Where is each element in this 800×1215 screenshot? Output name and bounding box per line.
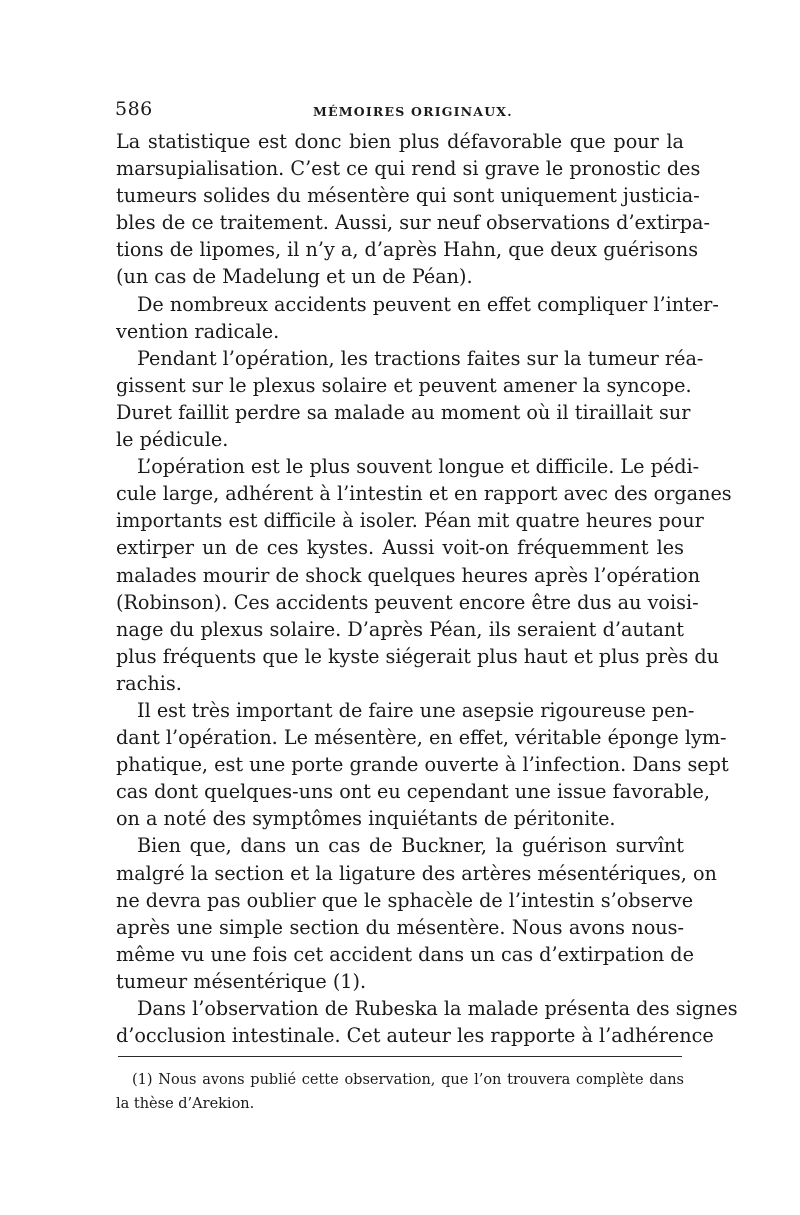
text-line: (Robinson). Ces accidents peuvent encore être dus au voisi- (116, 590, 699, 614)
page-number: 586 (115, 98, 153, 120)
text-line: (un cas de Madelung et un de Péan). (116, 265, 473, 289)
text-line: extirper un de ces kystes. Aussi voit-on fréquemment les (116, 536, 684, 560)
text-line: Pendant l’opération, les tractions faites sur la tumeur réa- (137, 346, 704, 370)
text-line: Dans l’observation de Rubeska la malade présenta des signes (137, 997, 738, 1020)
text-line: dant l’opération. Le mésentère, en effet, véritable éponge lym- (116, 726, 727, 750)
text-line: tions de lipomes, il n’y a, d’après Hahn, que deux guérisons (116, 238, 699, 262)
text-line: Bien que, dans un cas de Buckner, la guérison survînt (137, 834, 684, 858)
text-line: ne devra pas oublier que le sphacèle de l’intestin s’observe (116, 888, 694, 912)
text-line: gissent sur le plexus solaire et peuvent amener la syncope. (116, 373, 692, 397)
text-line: d’occlusion intestinale. Cet auteur les rapporte à l’adhérence (116, 1024, 714, 1048)
text-line: tumeur mésentérique (1). (116, 969, 367, 993)
text-line: Duret faillit perdre sa malade au moment où il tiraillait sur (116, 400, 691, 424)
running-head: MÉMOIRES ORIGINAUX. (313, 104, 513, 119)
text-line: plus fréquents que le kyste siégerait plus haut et plus près du (116, 644, 720, 668)
text-line: phatique, est une porte grande ouverte à l’infection. Dans sept (116, 753, 729, 777)
footnote (116, 1068, 684, 1116)
text-line: L’opération est le plus souvent longue et difficile. Le pédi- (137, 455, 700, 479)
text-line: malades mourir de shock quelques heures après l’opération (116, 563, 701, 587)
text-line: De nombreux accidents peuvent en effet compliquer l’inter- (137, 292, 719, 316)
text-line: nage du plexus solaire. D’après Péan, ils seraient d’autant (116, 617, 684, 641)
text-line: Il est très important de faire une asepsie rigoureuse pen- (137, 698, 695, 722)
text-line: La statistique est donc bien plus défavorable que pour la (116, 130, 684, 153)
text-line: on a noté des symptômes inquiétants de péritonite. (116, 807, 616, 831)
text-line: cas dont quelques-uns ont eu cependant une issue favorable, (116, 780, 710, 804)
text-line: bles de ce traitement. Aussi, sur neuf observations d’extirpa- (116, 211, 710, 235)
text-line: cule large, adhérent à l’intestin et en rapport avec des organes (116, 482, 732, 506)
page-header (115, 98, 685, 128)
footnote-line: (1) Nous avons publié cette observation, que l’on trouvera complète dans (132, 1072, 684, 1088)
text-line: malgré la section et la ligature des artères mésentériques, on (116, 861, 717, 885)
text-line: importants est difficile à isoler. Péan mit quatre heures pour (116, 509, 704, 533)
footnote-line: la thèse d’Arekion. (116, 1096, 255, 1112)
footnote-rule (118, 1056, 682, 1057)
text-line: même vu une fois cet accident dans un cas d’extirpation de (116, 942, 694, 966)
body-text (116, 128, 738, 1049)
text-line: tumeurs solides du mésentère qui sont uniquement justicia- (116, 184, 700, 208)
text-line: marsupialisation. C’est ce qui rend si grave le pronostic des (116, 157, 701, 181)
text-line: après une simple section du mésentère. Nous avons nous- (116, 915, 684, 939)
text-line: rachis. (116, 671, 182, 695)
text-line: le pédicule. (116, 428, 229, 452)
text-line: vention radicale. (116, 319, 280, 343)
